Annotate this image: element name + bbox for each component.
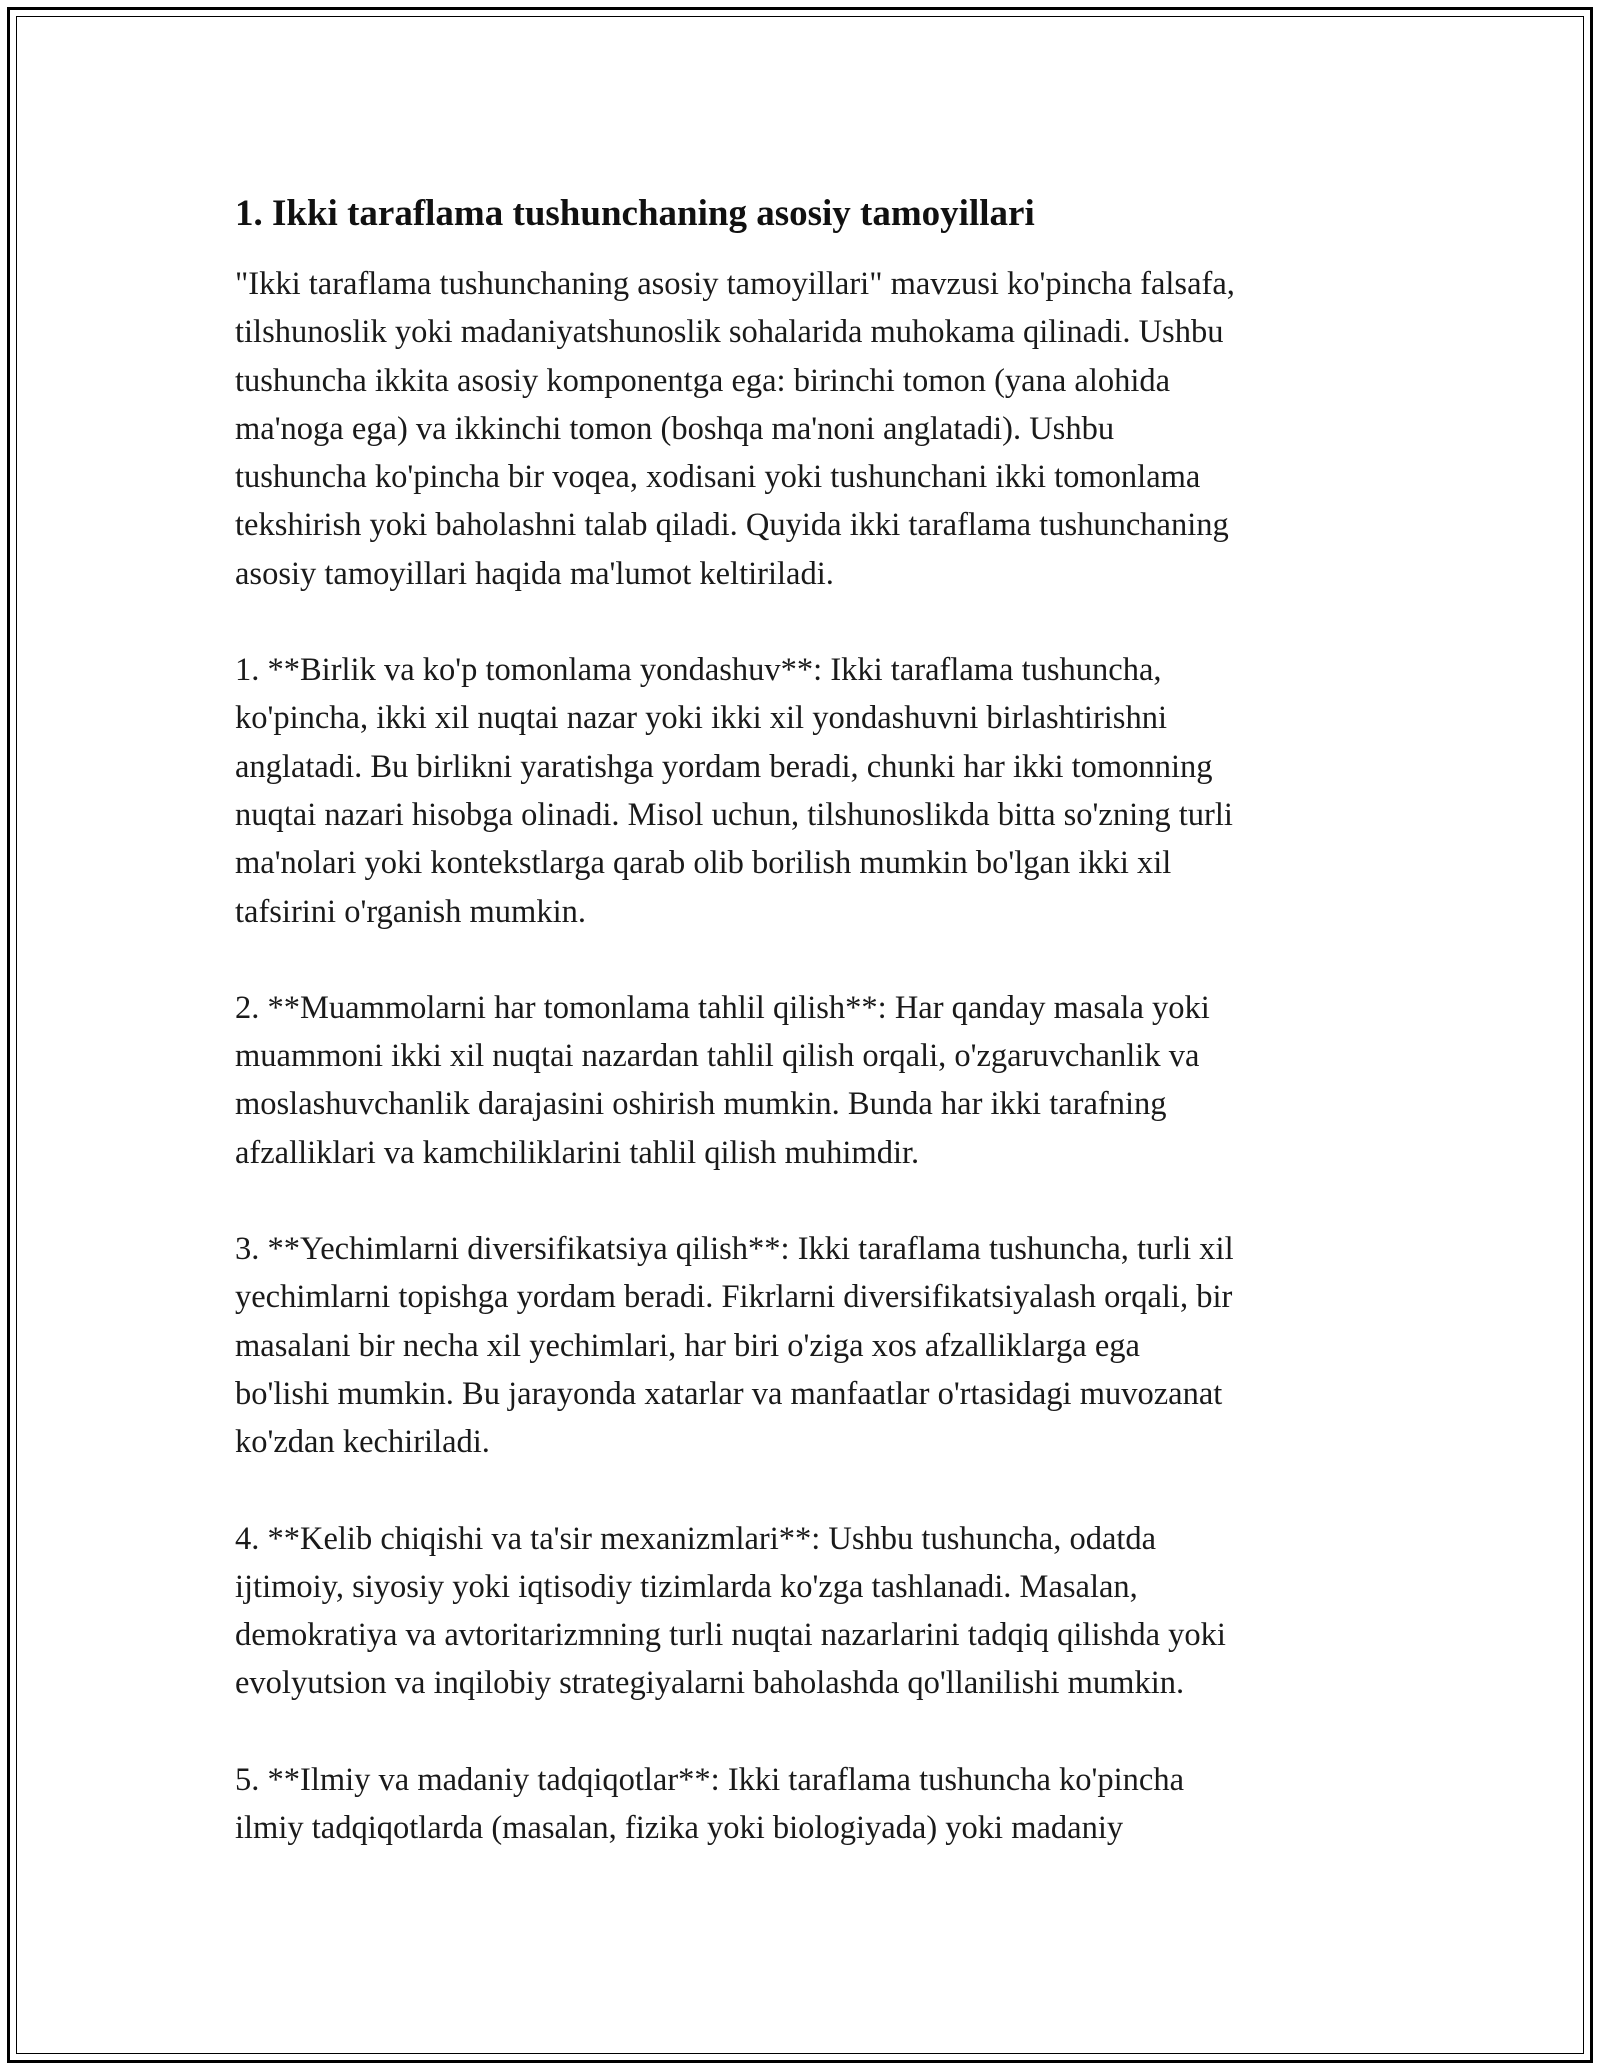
principle-2-paragraph: 2. **Muammolarni har tomonlama tahlil qilish**: Har qanday masala yoki muammoni ikki xil nuqtai nazardan tahlil qilish orqali, o'zgaruvchanlik va moslashuvchanlik darajasini oshirish mumkin. Bunda har ikki tarafning afzalliklari va kamchiliklarini tahlil qilish muhimdir. (235, 989, 1210, 1171)
principle-5-paragraph: 5. **Ilmiy va madaniy tadqiqotlar**: Ikki taraflama tushuncha ko'pincha ilmiy tadqiqotlarda (masalan, fizika yoki biologiyada) yoki madaniy (235, 1761, 1184, 1847)
principle-1-paragraph: 1. **Birlik va ko'p tomonlama yondashuv**: Ikki taraflama tushuncha, ko'pincha, ikki xil nuqtai nazar yoki ikki xil yondashuvni birlashtirishni anglatadi. Bu birlikni yaratishga yordam beradi, chunki har ikki tomonning nuqtai nazari hisobga olinadi. Misol uchun, tilshunoslikda bitta so'zning turli ma'nolari yoki kontekstlarga qarab olib borilish mumkin bo'lgan ikki xil tafsirini o'rganish mumkin. (235, 652, 1233, 930)
principle-4-paragraph: 4. **Kelib chiqishi va ta'sir mexanizmlari**: Ushbu tushuncha, odatda ijtimoiy, siyosiy yoki iqtisodiy tizimlarda ko'zga tashlanadi. Masalan, demokratiya va avtoritarizmning turli nuqtai nazarlarini tadqiq qilishda yoki evolyutsion va inqilobiy strategiyalarni baholashda qo'llanilishi mumkin. (235, 1520, 1226, 1702)
document-body (235, 188, 1375, 1900)
intro-paragraph: "Ikki taraflama tushunchaning asosiy tamoyillari" mavzusi ko'pincha falsafa, tilshunoslik yoki madaniyatshunoslik sohalarida muhokama qilinadi. Ushbu tushuncha ikkita asosiy komponentga ega: birinchi tomon (yana alohida ma'noga ega) va ikkinchi tomon (boshqa ma'noni anglatadi). Ushbu tushuncha ko'pincha bir voqea, xodisani yoki tushunchani ikki tomonlama tekshirish yoki baholashni talab qiladi. Quyida ikki taraflama tushunchaning asosiy tamoyillari haqida ma'lumot keltiriladi. (235, 266, 1235, 592)
section-heading: 1. Ikki taraflama tushunchaning asosiy tamoyillari (235, 193, 1035, 234)
principle-3-paragraph: 3. **Yechimlarni diversifikatsiya qilish**: Ikki taraflama tushuncha, turli xil yechimlarni topishga yordam beradi. Fikrlarni diversifikatsiyalash orqali, bir masalani bir necha xil yechimlari, har biri o'ziga xos afzalliklarga ega bo'lishi mumkin. Bu jarayonda xatarlar va manfaatlar o'rtasidagi muvozanat ko'zdan kechiriladi. (235, 1231, 1234, 1461)
